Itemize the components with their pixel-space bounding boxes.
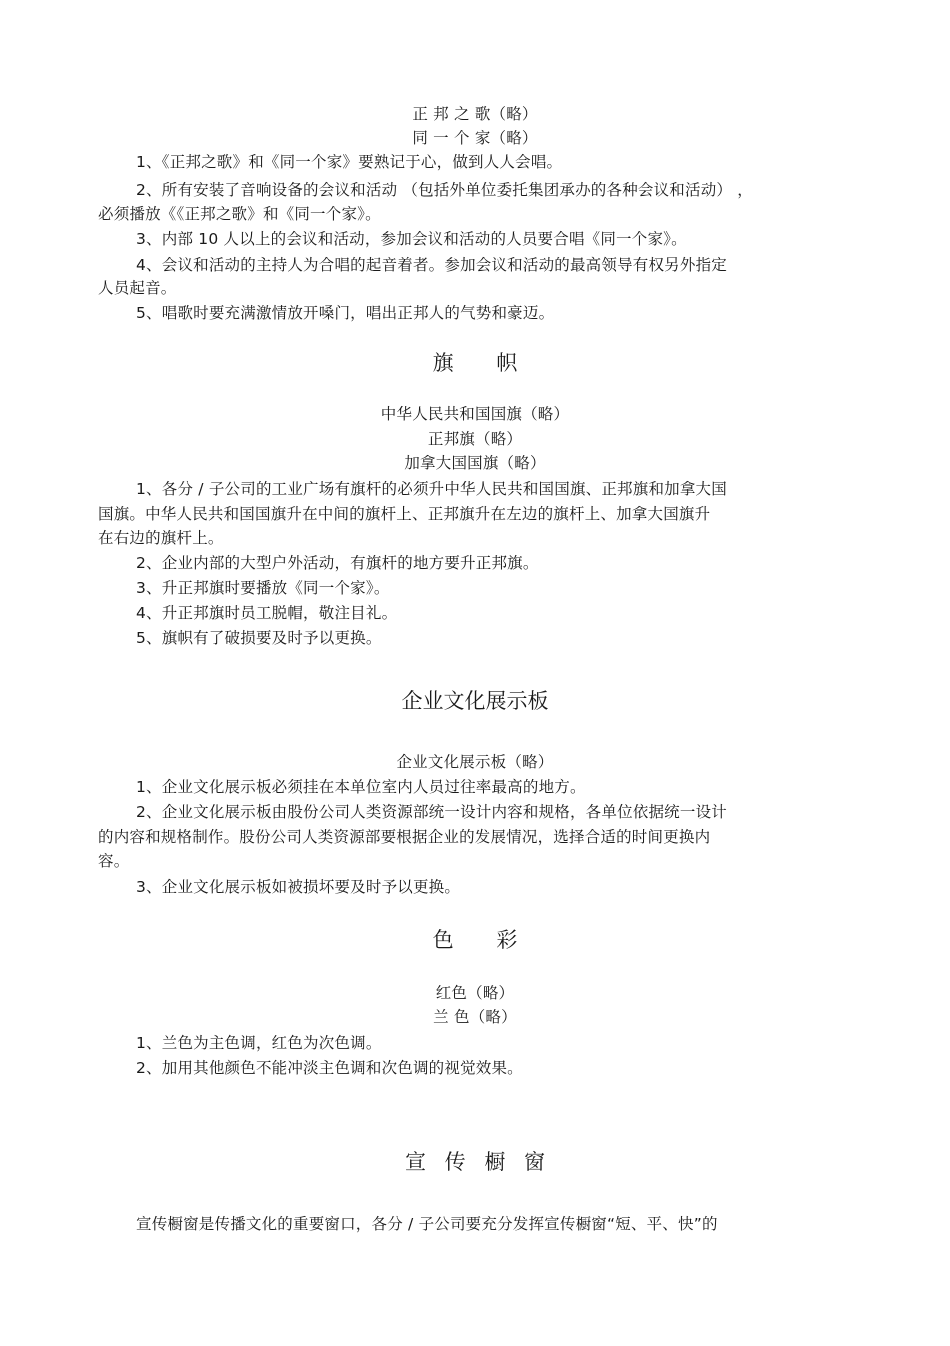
flag-rule-1-line-1: 1、各分 / 子公司的工业广场有旗杆的必须升中华人民共和国国旗、正邦旗和加拿大国 [136,480,727,498]
flag-rule-4: 4、升正邦旗时员工脱帽，敬注目礼。 [136,604,398,622]
board-rule-1: 1、企业文化展示板必须挂在本单位室内人员过往率最高的地方。 [136,778,586,796]
board-rule-3: 3、企业文化展示板如被损坏要及时予以更换。 [136,878,461,896]
song-rule-2-line-1: 2、所有安装了音响设备的会议和活动 （包括外单位委托集团承办的各种会议和活动） ， [136,181,753,199]
flag-item-canada: 加拿大国国旗（略） [404,454,546,472]
color-rule-1: 1、兰色为主色调，红色为次色调。 [136,1034,382,1052]
song-rule-4-line-1: 4、会议和活动的主持人为合唱的起音着者。参加会议和活动的最高领导有权另外指定 [136,256,727,274]
color-item-red: 红色（略） [435,984,515,1002]
flag-rule-1-line-3: 在右边的旗杆上。 [98,529,224,547]
window-heading: 宣 传 橱 窗 [404,1150,552,1174]
song-item-tongyigejia: 同 一 个 家（略） [412,129,538,147]
flag-rule-3: 3、升正邦旗时要播放《同一个家》。 [136,579,390,597]
colors-heading: 色 彩 [432,928,536,952]
board-heading: 企业文化展示板 [401,689,549,713]
window-paragraph-line-1: 宣传橱窗是传播文化的重要窗口，各分 / 子公司要充分发挥宣传橱窗“短、平、快”的 [136,1215,718,1233]
board-rule-2-line-2: 的内容和规格制作。股份公司人类资源部要根据企业的发展情况，选择合适的时间更换内 [98,828,711,846]
song-rule-2-line-2: 必须播放《《正邦之歌》和《同一个家》。 [98,205,381,223]
song-rule-4-line-2: 人员起音。 [98,279,177,297]
song-rule-3: 3、内部 10 人以上的会议和活动，参加会议和活动的人员要合唱《同一个家》。 [136,230,687,248]
board-rule-2-line-3: 容。 [98,852,130,870]
color-rule-2: 2、加用其他颜色不能冲淡主色调和次色调的视觉效果。 [136,1059,523,1077]
flag-item-china: 中华人民共和国国旗（略） [380,405,570,423]
song-item-zhengbang: 正 邦 之 歌（略） [412,105,538,123]
board-rule-2-line-1: 2、企业文化展示板由股份公司人类资源部统一设计内容和规格，各单位依据统一设计 [136,803,727,821]
song-rule-1: 1、《正邦之歌》和《同一个家》要熟记于心，做到人人会唱。 [136,153,563,171]
flag-item-zhengbang: 正邦旗（略） [427,430,523,448]
flag-rule-1-line-2: 国旗。中华人民共和国国旗升在中间的旗杆上、正邦旗升在左边的旗杆上、加拿大国旗升 [98,505,711,523]
flag-rule-2: 2、企业内部的大型户外活动，有旗杆的地方要升正邦旗。 [136,554,539,572]
board-item: 企业文化展示板（略） [396,753,554,771]
song-rule-5: 5、唱歌时要充满激情放开嗓门，唱出正邦人的气势和豪迈。 [136,304,555,322]
color-item-blue: 兰 色（略） [433,1008,517,1026]
flags-heading: 旗 帜 [432,351,536,375]
flag-rule-5: 5、旗帜有了破损要及时予以更换。 [136,629,382,647]
